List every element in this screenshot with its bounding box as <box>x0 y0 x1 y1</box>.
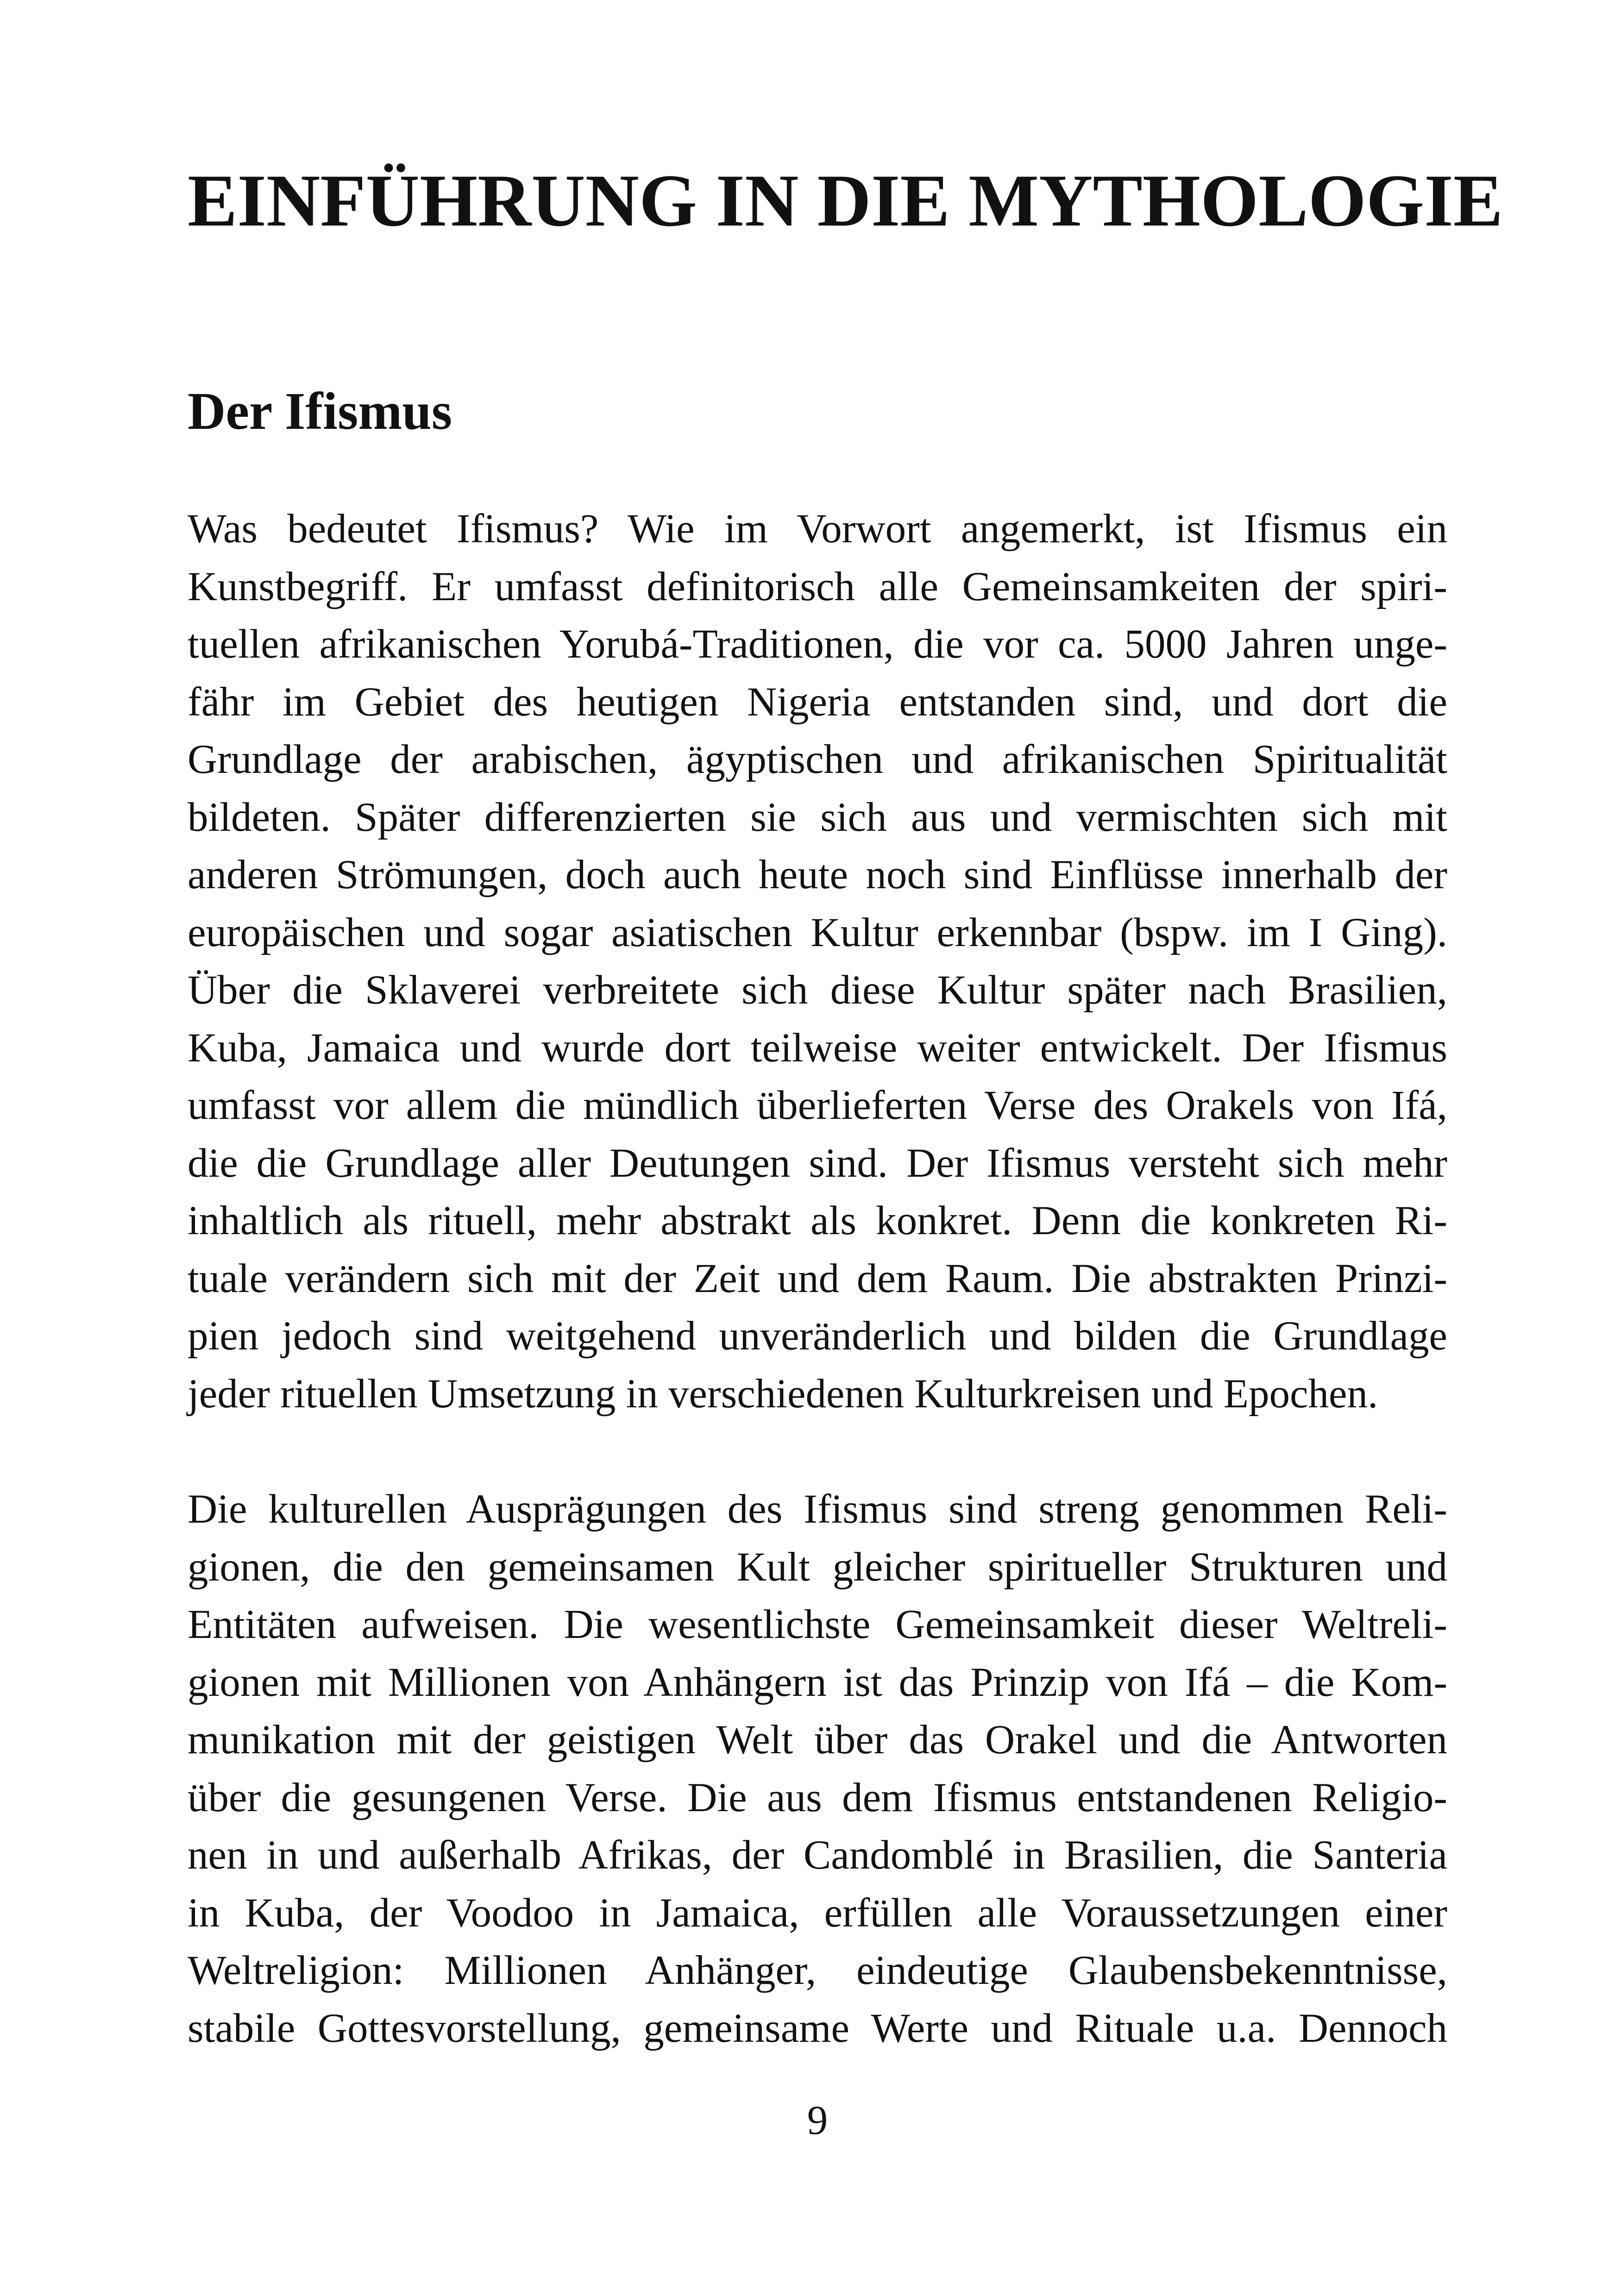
text-line: tuale verändern sich mit der Zeit und dem Raum. Die abstrakten Prinzi- <box>188 1255 1447 1301</box>
chapter-title: EINFÜHRUNG IN DIE MYTHOLOGIE <box>188 159 1503 242</box>
paragraph <box>188 1480 1447 2057</box>
section-title: Der Ifismus <box>188 382 452 440</box>
text-line: europäischen und sogar asiatischen Kultur erkennbar (bspw. im I Ging). <box>188 910 1447 955</box>
text-line: anderen Strömungen, doch auch heute noch sind Einflüsse innerhalb der <box>188 852 1447 897</box>
text-line: in Kuba, der Voodoo in Jamaica, erfüllen alle Voraussetzungen einer <box>188 1890 1447 1936</box>
text-line: nen in und außerhalb Afrikas, der Candomblé in Brasilien, die Santeria <box>188 1832 1447 1878</box>
text-line: gionen mit Millionen von Anhängern ist das Prinzip von Ifá – die Kom- <box>188 1659 1447 1705</box>
text-line: umfasst vor allem die mündlich überlieferten Verse des Orakels von Ifá, <box>188 1083 1447 1128</box>
book-page <box>188 0 1503 2296</box>
text-line: fähr im Gebiet des heutigen Nigeria entstanden sind, und dort die <box>188 679 1447 725</box>
body-text <box>188 500 1447 2057</box>
text-line: Grundlage der arabischen, ägyptischen und afrikanischen Spiritualität <box>188 737 1447 782</box>
text-line: stabile Gottesvorstellung, gemeinsame Werte und Rituale u.a. Dennoch <box>188 2005 1447 2051</box>
text-line: pien jedoch sind weitgehend unveränderlich und bilden die Grundlage <box>188 1313 1447 1359</box>
text-line: Was bedeutet Ifismus? Wie im Vorwort angemerkt, ist Ifismus ein <box>188 506 1447 552</box>
text-line: Kunstbegriff. Er umfasst definitorisch alle Gemeinsamkeiten der spiri- <box>188 564 1447 609</box>
text-line: Weltreligion: Millionen Anhänger, eindeutige Glaubensbekenntnisse, <box>188 1948 1447 1993</box>
text-line: über die gesungenen Verse. Die aus dem Ifismus entstandenen Religio- <box>188 1775 1447 1820</box>
text-line: munikation mit der geistigen Welt über das Orakel und die Antworten <box>188 1717 1447 1763</box>
text-line: Kuba, Jamaica und wurde dort teilweise weiter entwickelt. Der Ifismus <box>188 1025 1447 1071</box>
text-line: die die Grundlage aller Deutungen sind. Der Ifismus versteht sich mehr <box>188 1140 1447 1186</box>
text-line: gionen, die den gemeinsamen Kult gleicher spiritueller Strukturen und <box>188 1544 1447 1590</box>
paragraph <box>188 500 1447 1423</box>
text-line: Über die Sklaverei verbreitete sich diese Kultur später nach Brasilien, <box>188 967 1447 1013</box>
text-line: Entitäten aufweisen. Die wesentlichste Gemeinsamkeit dieser Weltreli- <box>188 1602 1447 1647</box>
page-number: 9 <box>807 2098 828 2143</box>
text-line: tuellen afrikanischen Yorubá-Traditionen, die vor ca. 5000 Jahren unge- <box>188 621 1447 667</box>
text-line: bildeten. Später differenzierten sie sich aus und vermischten sich mit <box>188 794 1447 840</box>
text-line: jeder rituellen Umsetzung in verschiedenen Kulturkreisen und Epochen. <box>188 1371 1378 1417</box>
text-line: Die kulturellen Ausprägungen des Ifismus sind streng genommen Reli- <box>188 1487 1447 1532</box>
text-line: inhaltlich als rituell, mehr abstrakt als konkret. Denn die konkreten Ri- <box>188 1198 1447 1243</box>
